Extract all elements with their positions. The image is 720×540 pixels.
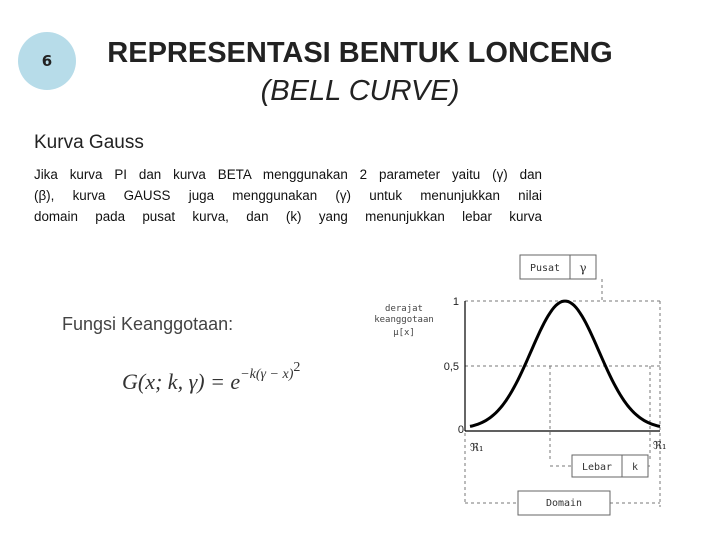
formula-exponent: −k(γ − x)	[240, 367, 294, 382]
x-right-label: ℜ₁	[653, 439, 667, 452]
bell-curve	[470, 301, 660, 426]
ylabel-line-2: keanggotaan	[374, 315, 434, 325]
title-line-2: (BELL CURVE)	[260, 75, 460, 107]
tick-1: 1	[452, 296, 459, 308]
tick-0: 0	[457, 424, 464, 436]
domain-label: Domain	[545, 498, 583, 509]
formula-square: 2	[293, 360, 301, 375]
pusat-symbol: γ	[579, 261, 587, 275]
tick-05: 0,5	[443, 361, 459, 373]
lebar-label: Lebar	[581, 462, 613, 473]
slide-number-badge	[18, 32, 76, 90]
lebar-symbol: k	[631, 462, 639, 473]
description-paragraph	[34, 164, 542, 227]
paragraph-line-1: Jika kurva PI dan kurva BETA menggunakan 2 parameter yaitu (γ) dan	[34, 167, 542, 182]
title-line-1: REPRESENTASI BENTUK LONCENG	[107, 37, 613, 69]
slide-number: 6	[41, 52, 53, 70]
formula-title: Fungsi Keanggotaan:	[62, 314, 234, 334]
formula-equation	[122, 360, 300, 395]
formula-image	[62, 314, 342, 404]
paragraph-line-3: domain pada pusat kurva, dan (k) yang menunjukkan lebar kurva	[34, 209, 542, 224]
paragraph-line-2: (β), kurva GAUSS juga menggunakan (γ) untuk menunjukkan nilai	[34, 188, 542, 203]
section-heading: Kurva Gauss	[34, 132, 144, 153]
ylabel-line-3: μ[x]	[393, 328, 415, 338]
bell-curve-diagram	[360, 245, 680, 525]
ylabel-line-1: derajat	[385, 304, 423, 314]
slide-title	[100, 34, 620, 110]
x-left-label: ℜ₁	[470, 441, 484, 454]
formula-lhs: G(x; k, γ) = e	[122, 369, 241, 394]
pusat-label: Pusat	[529, 263, 561, 274]
